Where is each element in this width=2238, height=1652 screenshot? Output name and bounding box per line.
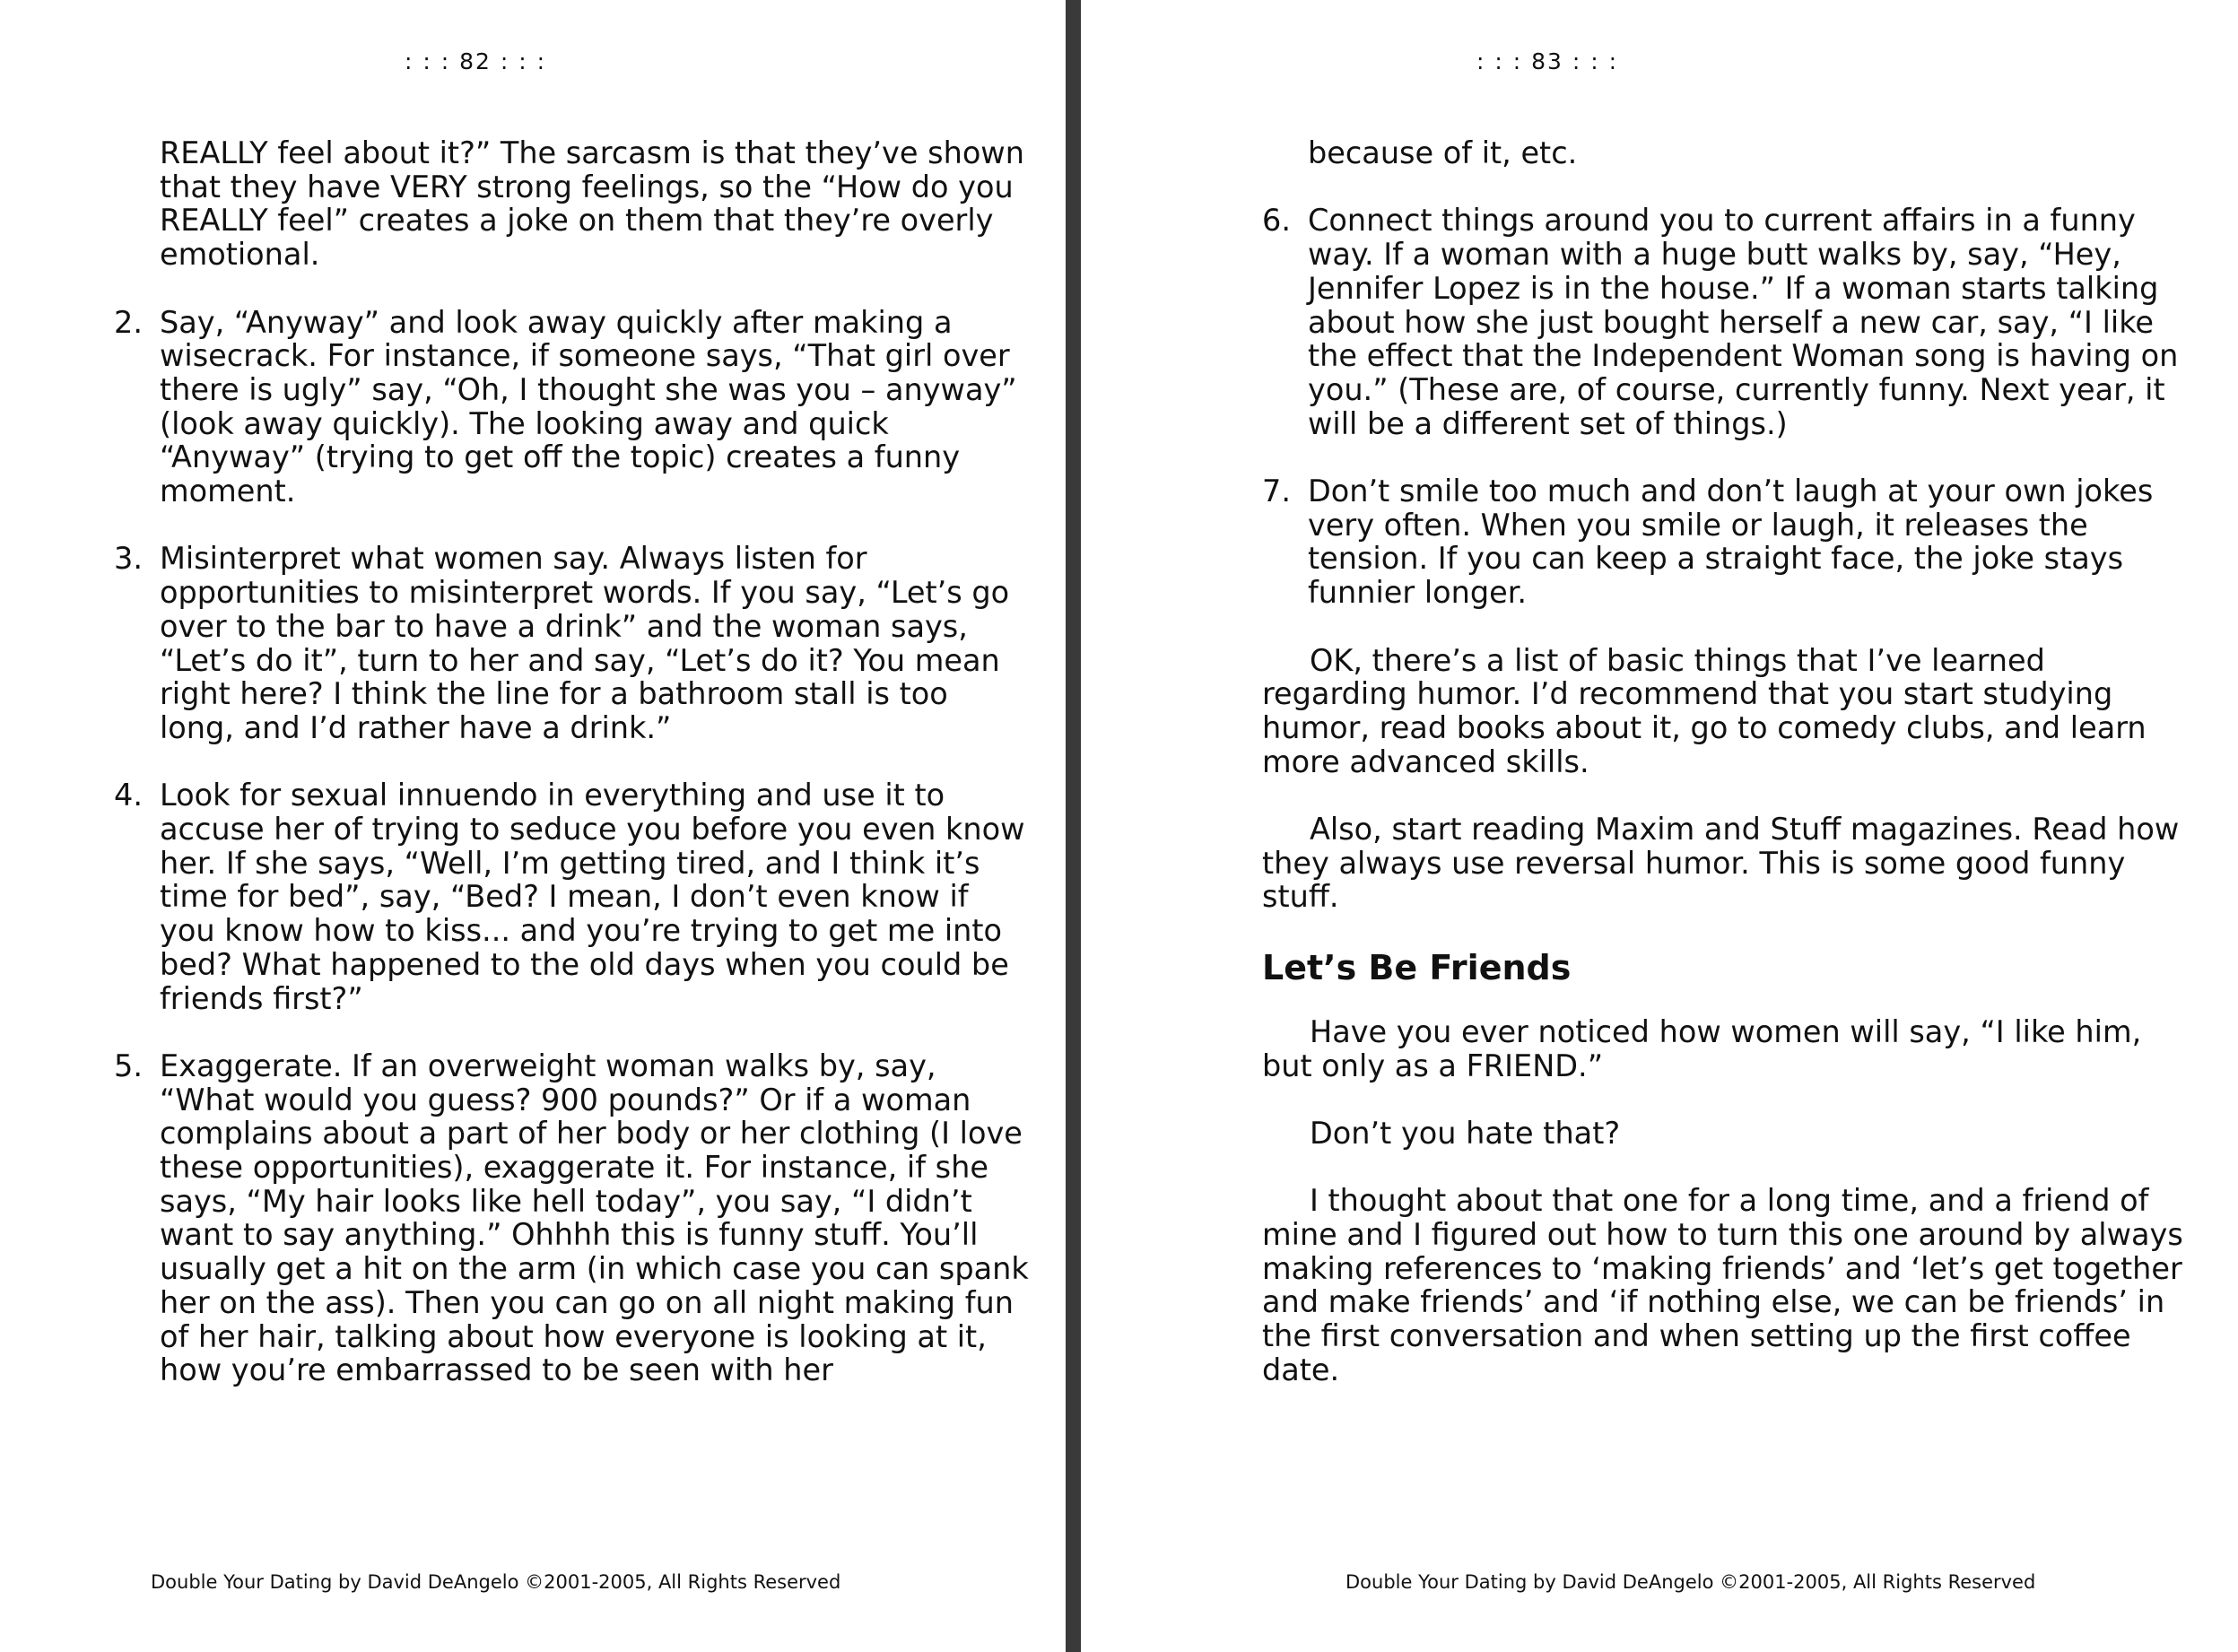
list-item-text: Say, “Anyway” and look away quickly after making a wisecrack. For instance, if someone says, “That girl over there is ugly” say, “Oh, I thought she was you – anyway” (look away quickly). The looking away and quick “Anyway” (trying to get off the topic) creates a funny moment. bbox=[160, 304, 1017, 509]
list-item bbox=[114, 542, 1029, 744]
body-paragraph: I thought about that one for a long time, and a friend of mine and I figured out how to turn this one around by always making references to ‘making friends’ and ‘let’s get together and make friends’ and ‘if nothing else, we can be friends’ in the first conversation and when setting up the first coffee date. bbox=[1262, 1183, 2183, 1387]
list-item-text: Misinterpret what women say. Always listen for opportunities to misinterpret words. If you say, “Let’s go over to the bar to have a drink” and the woman says, “Let’s do it”, turn to her and say, “Let’s do it? You mean right here? I think the line for a bathroom stall is too long, and I’d rather have a drink.” bbox=[160, 541, 1010, 745]
continued-paragraph: because of it, etc. bbox=[1308, 135, 1578, 170]
list-item bbox=[114, 1049, 1029, 1387]
list-item-number: 3. bbox=[114, 541, 143, 577]
page-body bbox=[114, 136, 1029, 1422]
list-item bbox=[1262, 474, 2195, 610]
page-footer: Double Your Dating by David DeAngelo ©2001-2005, All Rights Reserved bbox=[151, 1571, 841, 1593]
list-item-number: 6. bbox=[1262, 203, 1291, 239]
list-item bbox=[1262, 204, 2195, 440]
left-page bbox=[0, 0, 1066, 1652]
body-paragraph: Also, start reading Maxim and Stuff magazines. Read how they always use reversal humor. This is some good funny stuff. bbox=[1262, 812, 2180, 915]
body-paragraph: Have you ever noticed how women will say, “I like him, but only as a FRIEND.” bbox=[1262, 1013, 2142, 1083]
list-item-text: Exaggerate. If an overweight woman walks by, say, “What would you guess? 900 pounds?” Or if a woman complains about a part of her body or her clothing (I love these opportunities), exaggerate it. For instance, if she says, “My hair looks like hell today”, you say, “I didn’t want to say anything.” Ohhhh this is funny stuff. You’ll usually get a hit on the arm (in which case you can spank her on the ass). Then you can go on all night making fun of her hair, talking about how everyone is looking at it, how you’re embarrassed to be seen with her bbox=[160, 1048, 1029, 1388]
list-item-text: Connect things around you to current affairs in a funny way. If a woman with a huge butt walks by, say, “Hey, Jennifer Lopez is in the house.” If a woman starts talking about how she just bought herself a new car, say, “I like the effect that the Independent Woman song is having on you.” (These are, of course, currently funny. Next year, it will be a different set of things.) bbox=[1308, 203, 2179, 441]
list-item bbox=[114, 778, 1029, 1015]
list-item-number: 4. bbox=[114, 778, 143, 813]
list-item-text: Don’t smile too much and don’t laugh at your own jokes very often. When you smile or laugh, it releases the tension. If you can keep a straight face, the joke stays funnier longer. bbox=[1308, 474, 2154, 611]
page-number: : : : 82 : : : bbox=[404, 48, 547, 74]
page-number: : : : 83 : : : bbox=[1476, 48, 1619, 74]
body-paragraph: Don’t you hate that? bbox=[1310, 1115, 1621, 1151]
list-item-number: 5. bbox=[114, 1048, 143, 1083]
list-item-text: Look for sexual innuendo in everything and use it to accuse her of trying to seduce you before you even know her. If she says, “Well, I’m getting tired, and I think it’s time for bed”, say, “Bed? I mean, I don’t even know if you know how to kiss... and you’re trying to get me into bed? What happened to the old days when you could be friends first?” bbox=[160, 778, 1025, 1016]
list-item-number: 7. bbox=[1262, 474, 1291, 509]
list-item bbox=[114, 306, 1029, 509]
section-heading: Let’s Be Friends bbox=[1262, 947, 1572, 987]
list-item-number: 2. bbox=[114, 304, 143, 340]
right-page bbox=[1081, 0, 2238, 1652]
page-footer: Double Your Dating by David DeAngelo ©2001-2005, All Rights Reserved bbox=[1345, 1571, 2036, 1593]
page-body bbox=[1262, 136, 2195, 1421]
continued-paragraph: REALLY feel about it?” The sarcasm is that they’ve shown that they have VERY strong feelings, so the “How do you REALLY feel” creates a joke on them that they’re overly emotional. bbox=[160, 135, 1024, 273]
book-gutter bbox=[1066, 0, 1081, 1652]
body-paragraph: OK, there’s a list of basic things that I’ve learned regarding humor. I’d recommend that you start studying humor, read books about it, go to comedy clubs, and learn more advanced skills. bbox=[1262, 642, 2147, 779]
